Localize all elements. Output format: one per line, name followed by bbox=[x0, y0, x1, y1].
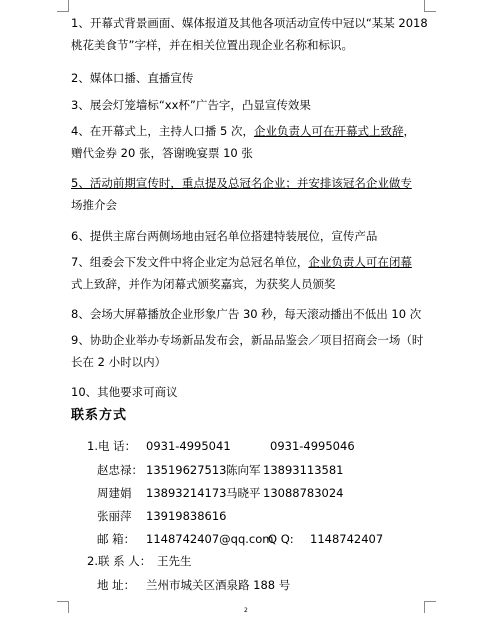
phone-1: 0931-4995041 bbox=[146, 439, 231, 453]
list-item-9 bbox=[71, 329, 443, 373]
person-3-name: 周建娟 bbox=[97, 486, 132, 500]
person-2-name: 陈向军 bbox=[226, 463, 261, 477]
list-item-7-line1 bbox=[71, 251, 443, 273]
list-item-5 bbox=[71, 172, 443, 216]
email-value: 1148742407@qq.com bbox=[146, 532, 274, 546]
list-item-4-text-underlined: 企业负责人可在开幕式上致辞 bbox=[253, 124, 404, 138]
list-item-7-line2: 式上致辞，并作为闭幕式颁奖嘉宾，为获奖人员颁奖 bbox=[71, 277, 336, 291]
list-item-1 bbox=[71, 12, 443, 56]
corner-mark-top-right bbox=[424, 0, 436, 12]
list-item-3-line1: 3、展会灯笼墙标“xx杯”广告字，凸显宣传效果 bbox=[71, 98, 311, 112]
corner-mark-top-left bbox=[57, 0, 69, 12]
phone-2: 0931-4995046 bbox=[270, 439, 355, 453]
list-item-8 bbox=[71, 303, 443, 325]
list-item-4-text-a: 4、在开幕式上，主持人口播 5 次， bbox=[71, 124, 254, 138]
person-1-number: 13519627513 bbox=[146, 463, 227, 477]
list-item-9-line1: 9、协助企业举办专场新品发布会，新品品鉴会／项目招商会一场（时 bbox=[71, 333, 424, 347]
qq-label: Q Q: bbox=[268, 532, 294, 546]
list-item-6-line1: 6、提供主席台两侧场地由冠名单位搭建特装展位，宣传产品 bbox=[71, 229, 378, 243]
person-5-name: 张丽萍 bbox=[97, 509, 132, 523]
phone-label: 1.电 话： bbox=[87, 439, 137, 453]
list-item-2-line1: 2、媒体口播、直播宣传 bbox=[71, 71, 194, 85]
corner-mark-bottom-right bbox=[424, 601, 436, 613]
person-3-number: 13893214173 bbox=[146, 486, 227, 500]
list-item-1-line2: 桃花美食节”字样，并在相关位置出现企业名称和标识。 bbox=[71, 38, 353, 52]
list-item-7 bbox=[71, 251, 443, 295]
list-item-4-text-c: ， bbox=[403, 124, 415, 138]
corner-mark-bottom-left bbox=[57, 601, 69, 613]
list-item-5-line1: 5、活动前期宣传时，重点提及总冠名企业；并安排该冠名企业做专 bbox=[71, 176, 412, 190]
qq-value: 1148742407 bbox=[310, 532, 384, 546]
list-item-1-line1: 1、开幕式背景画面、媒体报道及其他各项活动宣传中冠以“某某 2018 bbox=[71, 16, 428, 30]
list-item-5-line2: 场推介会 bbox=[71, 198, 117, 212]
list-item-2 bbox=[71, 67, 443, 89]
contact-person-value: 王先生 bbox=[157, 554, 192, 568]
list-item-9-line2: 长在 2 小时以内） bbox=[71, 355, 167, 369]
person-1-name: 赵忠禄： bbox=[97, 463, 143, 477]
list-item-7-text-underlined: 企业负责人可在闭幕 bbox=[308, 255, 412, 269]
person-5-number: 13919838616 bbox=[146, 509, 227, 523]
address-value: 兰州市城关区酒泉路 188 号 bbox=[146, 578, 291, 592]
list-item-6 bbox=[71, 225, 443, 247]
person-4-number: 13088783024 bbox=[263, 486, 344, 500]
contact-section-title: 联系方式 bbox=[71, 408, 128, 423]
list-item-10 bbox=[71, 381, 443, 403]
list-item-3 bbox=[71, 94, 443, 116]
list-item-4 bbox=[71, 120, 443, 164]
person-4-name: 马晓平 bbox=[226, 486, 261, 500]
list-item-10-line1: 10、其他要求可商议 bbox=[71, 385, 178, 399]
list-item-4-line1 bbox=[71, 120, 443, 142]
address-label: 地 址： bbox=[97, 578, 136, 592]
email-label: 邮 箱： bbox=[97, 532, 136, 546]
list-item-8-line1: 8、会场大屏幕播放企业形象广告 30 秒，每天滚动播出不低出 10 次 bbox=[71, 307, 422, 321]
person-2-number: 13893113581 bbox=[263, 463, 344, 477]
page-number: 2 bbox=[244, 607, 248, 614]
contact-person-label: 2.联 系 人： bbox=[87, 554, 152, 568]
list-item-7-text-a: 7、组委会下发文件中将企业定为总冠名单位， bbox=[71, 255, 309, 269]
list-item-4-line2: 赠代金券 20 张，答谢晚宴票 10 张 bbox=[71, 146, 253, 160]
